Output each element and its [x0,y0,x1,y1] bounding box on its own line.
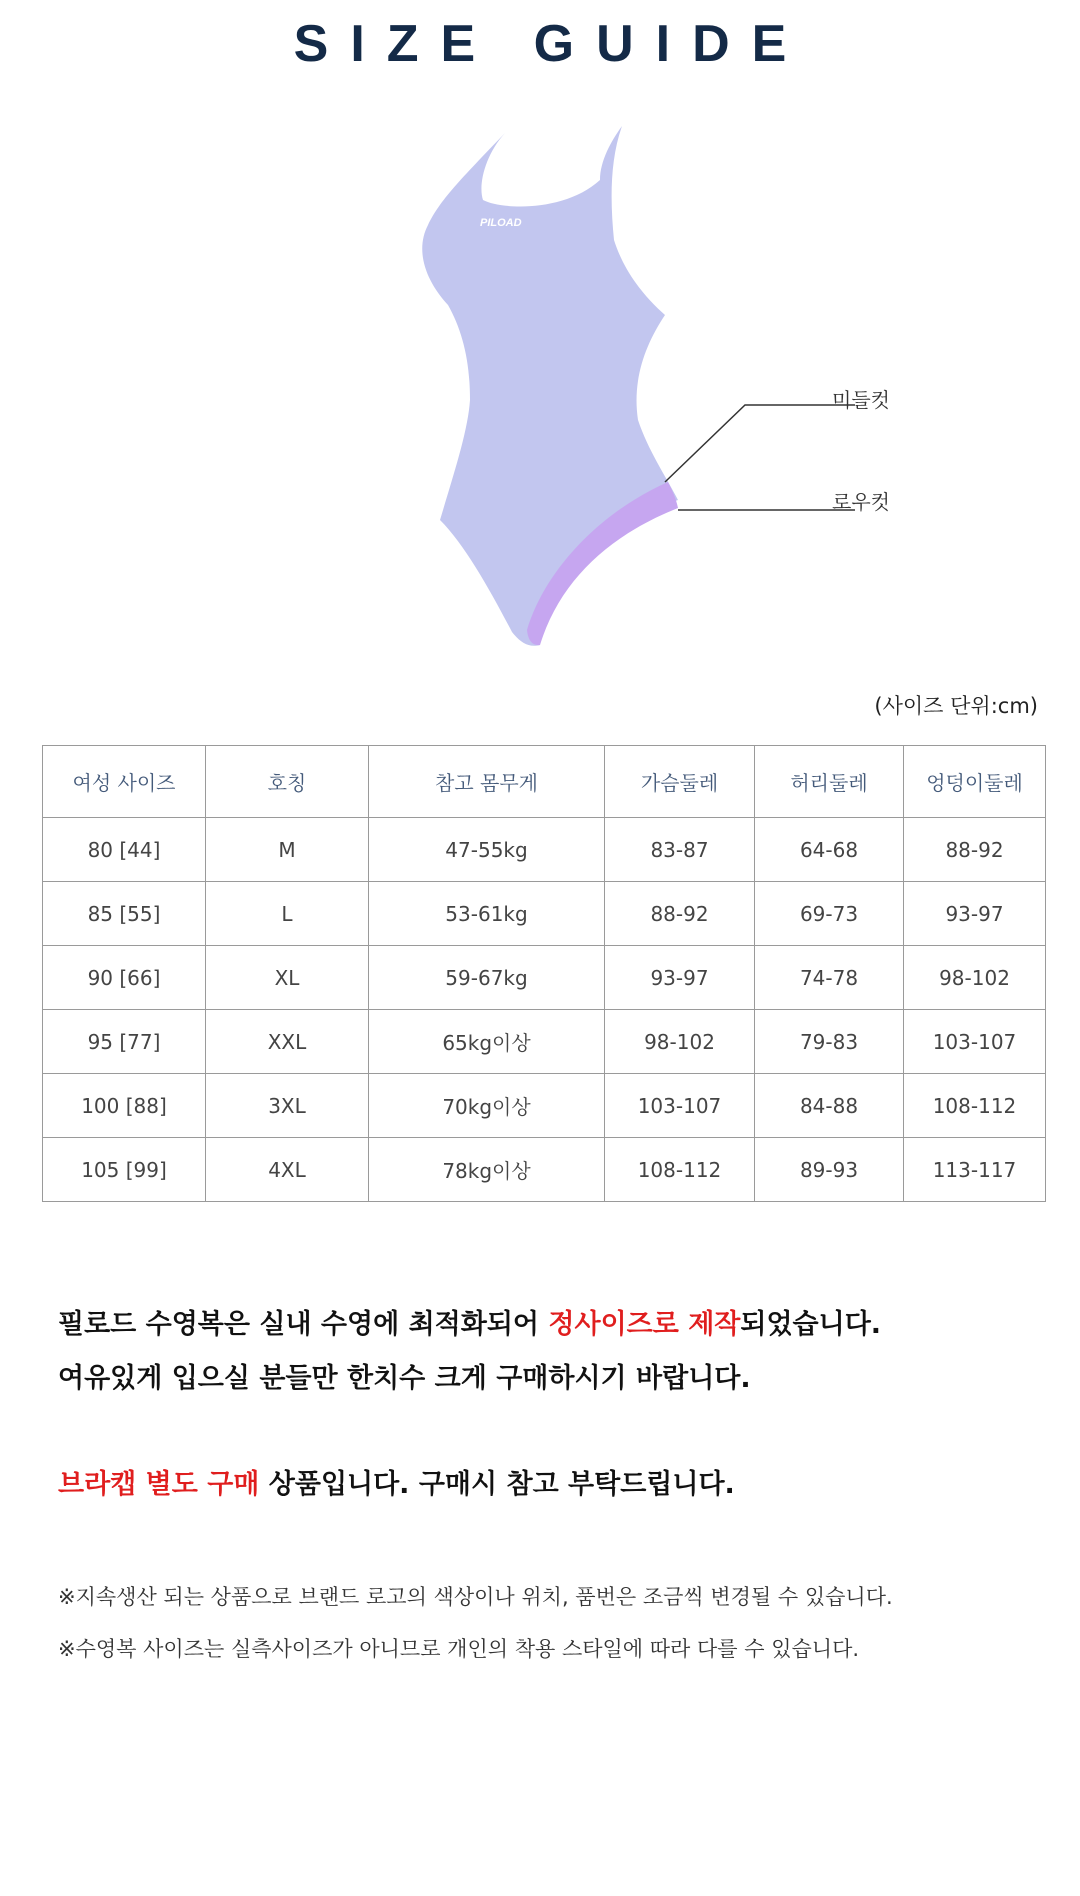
notice-line-1-end: 되었습니다. [740,1309,882,1340]
header-bust: 가슴둘레 [605,746,755,818]
table-cell: 83-87 [605,818,755,882]
table-cell: L [206,882,369,946]
notice-line-3-text: 상품입니다. 구매시 참고 부탁드립니다. [259,1469,735,1500]
table-cell: 70kg이상 [369,1074,605,1138]
page-title: SIZE GUIDE [293,15,809,73]
table-cell: XL [206,946,369,1010]
low-cut-label: 로우컷 [832,490,890,514]
size-table [42,745,1046,1202]
notice-line-3 [58,1458,735,1512]
table-cell: 88-92 [904,818,1046,882]
table-cell: 3XL [206,1074,369,1138]
table-cell: 93-97 [904,882,1046,946]
middle-cut-leader-line [665,405,855,482]
table-cell: XXL [206,1010,369,1074]
table-cell: 79-83 [755,1010,904,1074]
notice-line-1 [58,1298,881,1352]
table-row [43,882,1046,946]
disclaimer-1: ※지속생산 되는 상품으로 브랜드 로고의 색상이나 위치, 품번은 조금씩 변경될 수 있습니다. [58,1585,893,1609]
table-cell: 65kg이상 [369,1010,605,1074]
table-cell: 98-102 [605,1010,755,1074]
swimsuit-body-shape [422,126,678,646]
table-cell: 90 [66] [43,946,206,1010]
header-waist: 허리둘레 [755,746,904,818]
table-header-row [43,746,1046,818]
table-row [43,946,1046,1010]
table-row [43,1138,1046,1202]
notice-line-2: 여유있게 입으실 분들만 한치수 크게 구매하시기 바랍니다. [58,1363,751,1394]
table-row [43,1074,1046,1138]
table-cell: 89-93 [755,1138,904,1202]
table-cell: 105 [99] [43,1138,206,1202]
table-cell: 78kg이상 [369,1138,605,1202]
notice-line-1-highlight: 정사이즈로 제작 [548,1309,741,1340]
table-cell: 80 [44] [43,818,206,882]
table-cell: 47-55kg [369,818,605,882]
table-cell: 88-92 [605,882,755,946]
table-cell: 103-107 [605,1074,755,1138]
table-cell: 108-112 [605,1138,755,1202]
unit-note: (사이즈 단위:cm) [874,694,1038,718]
notice-line-3-highlight: 브라캡 별도 구매 [58,1469,260,1500]
middle-cut-label: 미들컷 [832,388,890,412]
table-cell: 69-73 [755,882,904,946]
table-row [43,1010,1046,1074]
table-cell: 103-107 [904,1010,1046,1074]
brand-logo: PILOAD [480,217,522,229]
table-cell: 85 [55] [43,882,206,946]
header-reference-weight: 참고 몸무게 [369,746,605,818]
header-womens-size: 여성 사이즈 [43,746,206,818]
table-cell: 4XL [206,1138,369,1202]
notice-line-1-text: 필로드 수영복은 실내 수영에 최적화되어 [58,1309,549,1340]
table-cell: 74-78 [755,946,904,1010]
table-cell: 108-112 [904,1074,1046,1138]
table-cell: 59-67kg [369,946,605,1010]
swimsuit-illustration [0,110,1080,650]
table-cell: 53-61kg [369,882,605,946]
table-row [43,818,1046,882]
header-size-label: 호칭 [206,746,369,818]
table-cell: 95 [77] [43,1010,206,1074]
table-cell: M [206,818,369,882]
header-hip: 엉덩이둘레 [904,746,1046,818]
table-cell: 98-102 [904,946,1046,1010]
table-cell: 93-97 [605,946,755,1010]
table-cell: 113-117 [904,1138,1046,1202]
table-cell: 64-68 [755,818,904,882]
table-cell: 84-88 [755,1074,904,1138]
disclaimer-2: ※수영복 사이즈는 실측사이즈가 아니므로 개인의 착용 스타일에 따라 다를 수 있습니다. [58,1637,860,1661]
table-cell: 100 [88] [43,1074,206,1138]
